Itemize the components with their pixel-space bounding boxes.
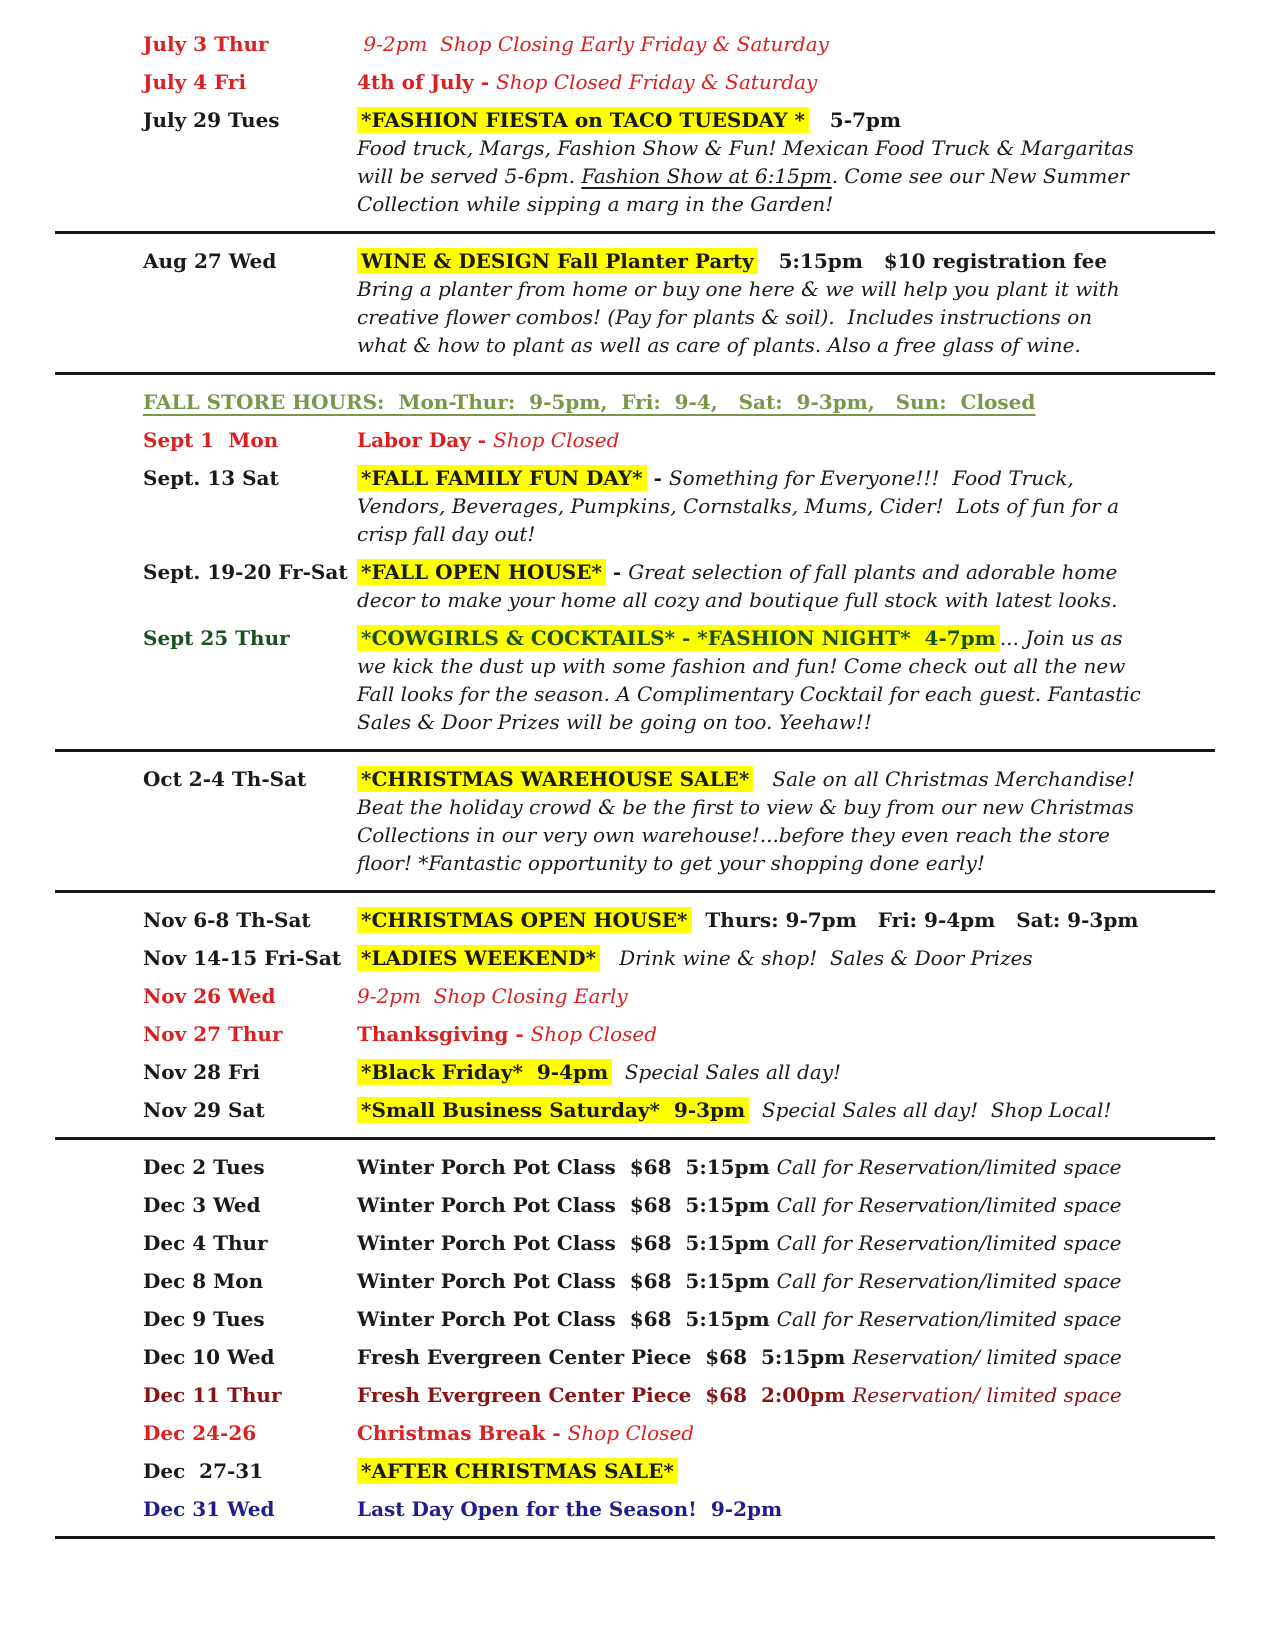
event-row xyxy=(143,624,1148,736)
event-details xyxy=(357,464,1145,548)
event-row xyxy=(143,1229,1145,1257)
highlighted-text: *FASHION FIESTA on TACO TUESDAY * xyxy=(357,107,809,133)
text-segment: Winter Porch Pot Class $68 5:15pm xyxy=(357,1155,777,1179)
event-date: Nov 6-8 Th-Sat xyxy=(143,908,311,932)
highlighted-text: *FALL OPEN HOUSE* xyxy=(357,559,606,585)
event-row xyxy=(143,1058,1145,1086)
event-date: Nov 14-15 Fri-Sat xyxy=(143,946,342,970)
event-row xyxy=(143,30,1145,58)
event-row xyxy=(143,765,1145,877)
event-details xyxy=(357,1305,1145,1333)
highlighted-text: *CHRISTMAS OPEN HOUSE* xyxy=(357,907,692,933)
text-segment: Shop Closed Friday & Saturday xyxy=(496,70,818,94)
highlighted-text: *FALL FAMILY FUN DAY* xyxy=(357,465,647,491)
text-segment: Shop Closed xyxy=(493,428,620,452)
text-segment: 4th of July - xyxy=(357,70,497,94)
highlighted-text: *AFTER CHRISTMAS SALE* xyxy=(357,1458,678,1484)
event-date: Dec 11 Thur xyxy=(143,1383,282,1407)
event-date: Dec 3 Wed xyxy=(143,1193,261,1217)
text-segment: . Come see our New Summer Collection while sipping a marg in the Garden! xyxy=(357,164,1136,216)
highlighted-text: *Black Friday* 9-4pm xyxy=(357,1059,612,1085)
text-segment: Sale on all Christmas Merchandise! Beat the holiday crowd & be the first to view & buy from our new Christmas Collections in our very own warehouse!...before they even reach the store floor! *Fantastic opportunity to get your shopping done early! xyxy=(357,767,1142,875)
event-row xyxy=(143,944,1145,972)
event-row xyxy=(143,68,1145,96)
highlighted-text: *Small Business Saturday* 9-3pm xyxy=(357,1097,749,1123)
text-segment: Winter Porch Pot Class $68 5:15pm xyxy=(357,1231,777,1255)
event-date: July 4 Fri xyxy=(143,70,247,94)
event-date: Dec 31 Wed xyxy=(143,1497,275,1521)
text-segment: Great selection of fall plants and adorable home decor to make your home all cozy and boutique full stock with latest looks. xyxy=(357,560,1124,612)
event-row xyxy=(143,1020,1145,1048)
section-divider xyxy=(55,890,1215,893)
text-segment: Call for Reservation/limited space xyxy=(776,1269,1122,1293)
text-segment: Winter Porch Pot Class $68 5:15pm xyxy=(357,1307,777,1331)
event-details xyxy=(357,1495,1145,1523)
event-details xyxy=(357,68,1145,96)
text-segment: Thurs: 9-7pm Fri: 9-4pm Sat: 9-3pm xyxy=(691,908,1139,932)
text-segment: 5:15pm $10 registration fee xyxy=(757,249,1108,273)
text-segment: Call for Reservation/limited space xyxy=(776,1155,1122,1179)
event-date: Dec 4 Thur xyxy=(143,1231,268,1255)
event-row xyxy=(143,1267,1145,1295)
event-details xyxy=(357,944,1145,972)
event-details xyxy=(357,106,1145,218)
section-divider xyxy=(55,749,1215,752)
store-hours-heading: FALL STORE HOURS: Mon-Thur: 9-5pm, Fri: 9-4, Sat: 9-3pm, Sun: Closed xyxy=(143,390,1036,414)
text-segment: Winter Porch Pot Class $68 5:15pm xyxy=(357,1269,777,1293)
event-row xyxy=(143,906,1145,934)
event-details xyxy=(357,1457,1145,1485)
event-row xyxy=(143,1495,1145,1523)
event-details xyxy=(357,247,1145,359)
text-segment: Winter Porch Pot Class $68 5:15pm xyxy=(357,1193,777,1217)
event-row xyxy=(143,464,1145,548)
text-segment: 9-2pm Shop Closing Early xyxy=(357,984,628,1008)
event-details xyxy=(357,765,1145,877)
text-segment: 9-2pm Shop Closing Early Friday & Saturday xyxy=(357,32,829,56)
text-segment: Something for Everyone!!! Food Truck, Vendors, Beverages, Pumpkins, Cornstalks, Mums, Cider! Lots of fun for a crisp fall day out! xyxy=(357,466,1126,546)
event-date: July 3 Thur xyxy=(143,32,269,56)
highlighted-text: *COWGIRLS & COCKTAILS* - *FASHION NIGHT* 4-7pm xyxy=(357,625,1000,651)
text-segment: Last Day Open for the Season! 9-2pm xyxy=(357,1497,783,1521)
text-segment: Fresh Evergreen Center Piece $68 5:15pm xyxy=(357,1345,853,1369)
event-date: Dec 2 Tues xyxy=(143,1155,265,1179)
event-details xyxy=(357,906,1145,934)
text-segment: Reservation/ limited space xyxy=(852,1383,1122,1407)
text-segment: - xyxy=(605,560,629,584)
event-details xyxy=(357,426,1145,454)
event-date: Oct 2-4 Th-Sat xyxy=(143,767,307,791)
event-row xyxy=(143,558,1145,614)
event-details xyxy=(357,982,1145,1010)
event-row xyxy=(143,1381,1145,1409)
event-details xyxy=(357,1381,1145,1409)
event-details xyxy=(357,1267,1145,1295)
section-divider xyxy=(55,1536,1215,1539)
event-details xyxy=(357,1229,1145,1257)
highlighted-text: WINE & DESIGN Fall Planter Party xyxy=(357,248,758,274)
text-segment: Call for Reservation/limited space xyxy=(776,1193,1122,1217)
highlighted-text: *LADIES WEEKEND* xyxy=(357,945,600,971)
event-details xyxy=(357,1153,1145,1181)
schedule-body xyxy=(143,30,1148,1539)
text-segment: Call for Reservation/limited space xyxy=(776,1231,1122,1255)
event-row xyxy=(143,426,1145,454)
event-date: July 29 Tues xyxy=(143,108,280,132)
text-segment: Christmas Break - xyxy=(357,1421,568,1445)
event-details xyxy=(357,30,1145,58)
text-segment: Shop Closed xyxy=(530,1022,658,1046)
text-segment: Labor Day - xyxy=(357,428,493,452)
text-segment: - xyxy=(646,466,669,490)
text-segment: Drink wine & shop! Sales & Door Prizes xyxy=(600,946,1033,970)
event-date: Dec 9 Tues xyxy=(143,1307,265,1331)
event-date: Sept. 13 Sat xyxy=(143,466,279,490)
text-segment: Reservation/ limited space xyxy=(852,1345,1122,1369)
event-details xyxy=(357,1419,1145,1447)
event-row xyxy=(143,1457,1145,1485)
event-details xyxy=(357,1343,1145,1371)
event-details xyxy=(357,1020,1145,1048)
text-segment: Bring a planter from home or buy one here & we will help you plant it with creative flower combos! (Pay for plants & soil). Includes instructions on what & how to plant as well as care of plants. Also a free glass of wine. xyxy=(357,277,1127,357)
section-divider xyxy=(55,231,1215,234)
event-date: Aug 27 Wed xyxy=(143,249,277,273)
event-row xyxy=(143,1419,1145,1447)
text-segment: Call for Reservation/limited space xyxy=(776,1307,1122,1331)
event-row xyxy=(143,982,1145,1010)
event-row xyxy=(143,1305,1145,1333)
event-date: Dec 27-31 xyxy=(143,1459,264,1483)
event-date: Sept 25 Thur xyxy=(143,626,290,650)
event-date: Sept. 19-20 Fr-Sat xyxy=(143,560,348,584)
text-segment: Special Sales all day! Shop Local! xyxy=(749,1098,1112,1122)
event-row xyxy=(143,1343,1145,1371)
event-date: Dec 10 Wed xyxy=(143,1345,275,1369)
event-row xyxy=(143,106,1145,218)
event-date: Nov 28 Fri xyxy=(143,1060,260,1084)
event-row xyxy=(143,1096,1145,1124)
text-segment: ... Join us as we kick the dust up with some fashion and fun! Come check out all the new Fall looks for the season. A Complimentary Cocktail for each guest. Fantastic Sales & Door Prizes will be going on too. Yeehaw!! xyxy=(357,626,1148,734)
text-segment: Fashion Show at 6:15pm xyxy=(581,164,832,188)
section-divider xyxy=(55,1137,1215,1140)
text-segment: Shop Closed xyxy=(567,1421,695,1445)
event-date: Dec 24-26 xyxy=(143,1421,257,1445)
section-divider xyxy=(55,372,1215,375)
text-segment: Food truck, Margs, Fashion Show & Fun! Mexican Food Truck & Margaritas will be served 5-6pm. xyxy=(357,136,1141,188)
event-details xyxy=(357,1191,1145,1219)
event-row xyxy=(143,1153,1145,1181)
highlighted-text: *CHRISTMAS WAREHOUSE SALE* xyxy=(357,766,753,792)
event-date: Nov 26 Wed xyxy=(143,984,276,1008)
event-row xyxy=(143,1191,1145,1219)
text-segment: Fresh Evergreen Center Piece $68 2:00pm xyxy=(357,1383,853,1407)
event-date: Nov 29 Sat xyxy=(143,1098,265,1122)
text-segment: Thanksgiving - xyxy=(357,1022,531,1046)
event-details xyxy=(357,1096,1145,1124)
event-details xyxy=(357,1058,1145,1086)
text-segment: 5-7pm xyxy=(808,108,902,132)
event-date: Nov 27 Thur xyxy=(143,1022,283,1046)
event-date: Sept 1 Mon xyxy=(143,428,279,452)
event-details xyxy=(357,624,1148,736)
event-details xyxy=(357,558,1145,614)
event-date: Dec 8 Mon xyxy=(143,1269,264,1293)
text-segment: Special Sales all day! xyxy=(612,1060,842,1084)
event-row xyxy=(143,247,1145,359)
